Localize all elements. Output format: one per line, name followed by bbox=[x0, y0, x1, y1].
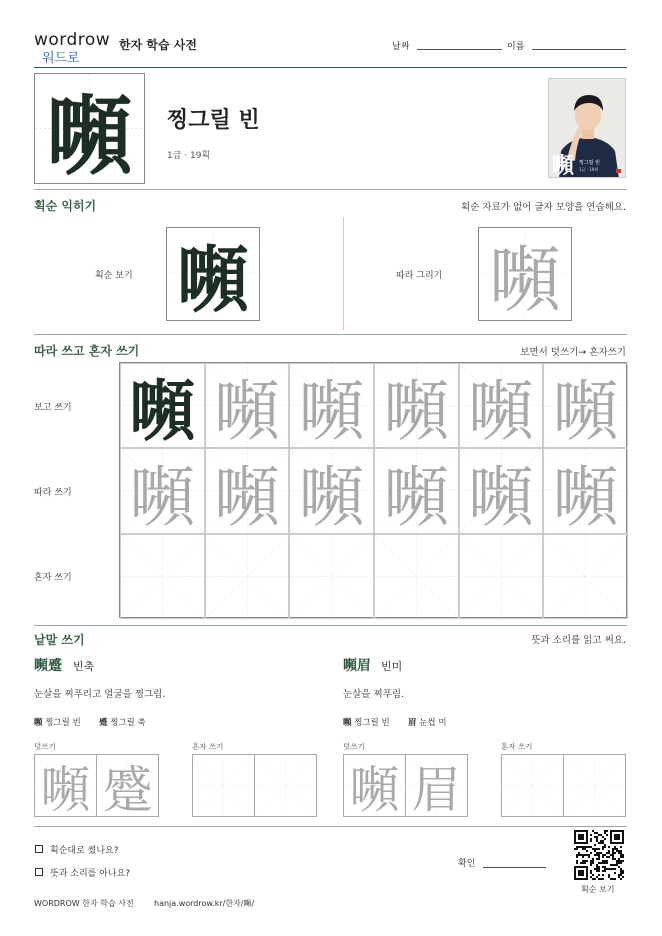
word-trace-cell[interactable] bbox=[34, 754, 97, 817]
practice-section-note: 보면서 덧쓰기→ 혼자쓰기 bbox=[520, 347, 626, 358]
qr-code[interactable] bbox=[574, 830, 624, 880]
header-divider bbox=[34, 67, 627, 68]
word2-reading: 빈미 bbox=[381, 660, 403, 673]
hanja-meaning: 찡그릴 빈 bbox=[167, 108, 260, 133]
practice-section-title: 따라 쓰고 혼자 쓰기 bbox=[34, 344, 140, 358]
stroke-view-char: 嚬 bbox=[176, 237, 249, 321]
illustration-thumbnail bbox=[548, 78, 626, 178]
stroke-view-box bbox=[166, 227, 260, 321]
ghost-char: 嚬 bbox=[298, 373, 365, 449]
row-label-view: 보고 쓰기 bbox=[34, 403, 72, 413]
practice-cell[interactable] bbox=[289, 448, 374, 533]
practice-cell[interactable] bbox=[374, 363, 459, 448]
word1-part1-char: 嚬 bbox=[34, 718, 43, 728]
word2-trace-label: 덧쓰기 bbox=[343, 742, 365, 751]
words-section-title: 낱말 쓰기 bbox=[34, 633, 85, 647]
word1-part2-gloss: 찡그릴 축 bbox=[110, 718, 146, 728]
practice-cell[interactable] bbox=[459, 363, 544, 448]
word-trace-cell[interactable] bbox=[96, 754, 159, 817]
word1-definition: 눈살을 찌푸리고 얼굴을 찡그림. bbox=[34, 689, 166, 700]
word2-part2-char: 眉 bbox=[408, 718, 417, 728]
practice-cell[interactable] bbox=[205, 534, 290, 619]
practice-cell[interactable] bbox=[543, 363, 628, 448]
stroke-section-title: 획순 익히기 bbox=[34, 199, 97, 213]
word2-part1 bbox=[343, 716, 390, 728]
word1-reading: 빈축 bbox=[73, 660, 95, 673]
word-trace-cell[interactable] bbox=[343, 754, 406, 817]
practice-cell[interactable] bbox=[120, 534, 205, 619]
word1-part1-gloss: 찡그릴 빈 bbox=[45, 718, 81, 728]
logo bbox=[34, 30, 114, 66]
row-label-trace: 따라 쓰기 bbox=[34, 488, 72, 498]
word1-hanja: 嚬蹙 bbox=[34, 658, 62, 674]
ghost-char: 嚬 bbox=[129, 458, 196, 534]
checkbox-meaning[interactable] bbox=[35, 868, 43, 876]
trace-label: 따라 그리기 bbox=[396, 271, 443, 281]
practice-cell[interactable] bbox=[459, 448, 544, 533]
practice-cell[interactable] bbox=[459, 534, 544, 619]
ghost-char: 嚬 bbox=[467, 458, 534, 534]
ghost-char: 嚬 bbox=[213, 373, 280, 449]
word-self-cell[interactable] bbox=[501, 754, 564, 817]
checkbox-strokes[interactable] bbox=[35, 845, 43, 853]
word2-part2-gloss: 눈썹 미 bbox=[419, 718, 447, 728]
word1-trace-boxes bbox=[34, 754, 159, 817]
word-self-cell[interactable] bbox=[563, 754, 626, 817]
practice-cell[interactable] bbox=[543, 448, 628, 533]
thumb-meaning: 찡그릴 빈 bbox=[579, 160, 600, 166]
word-ghost-char: 嚬 bbox=[40, 760, 91, 817]
practice-cell[interactable] bbox=[120, 363, 205, 448]
trace-box[interactable] bbox=[478, 227, 572, 321]
name-label: 이름 bbox=[507, 42, 525, 52]
thumb-caption: 1급 · 19획 bbox=[579, 167, 599, 172]
divider-2 bbox=[34, 334, 627, 335]
practice-grid bbox=[119, 362, 627, 618]
word-self-cell[interactable] bbox=[192, 754, 255, 817]
thumb-char: 嚬 bbox=[552, 153, 575, 178]
divider-4 bbox=[34, 826, 627, 827]
word-ghost-char: 蹙 bbox=[102, 760, 153, 817]
row-label-self: 혼자 쓰기 bbox=[34, 573, 72, 583]
word2-trace-boxes bbox=[343, 754, 468, 817]
word1-self-boxes bbox=[192, 754, 317, 817]
word2-self-boxes bbox=[501, 754, 626, 817]
practice-cell[interactable] bbox=[374, 534, 459, 619]
stroke-view-label: 획순 보기 bbox=[95, 271, 133, 281]
word2-self-label: 혼자 쓰기 bbox=[501, 742, 533, 751]
practice-cell[interactable] bbox=[374, 448, 459, 533]
name-field[interactable] bbox=[532, 49, 626, 50]
practice-cell[interactable] bbox=[543, 534, 628, 619]
ghost-char: 嚬 bbox=[552, 458, 619, 534]
word-self-cell[interactable] bbox=[254, 754, 317, 817]
qr-caption: 획순 보기 bbox=[581, 885, 615, 894]
word1-trace-label: 덧쓰기 bbox=[34, 742, 56, 751]
word-ghost-char: 眉 bbox=[411, 760, 462, 817]
word2-part1-gloss: 찡그릴 빈 bbox=[354, 718, 390, 728]
hero-char: 嚬 bbox=[46, 85, 133, 184]
ghost-char: 嚬 bbox=[383, 373, 450, 449]
divider-1 bbox=[34, 189, 627, 190]
word1-part2 bbox=[99, 716, 146, 728]
footer-url[interactable]: hanja.wordrow.kr/한자/嚬/ bbox=[154, 899, 255, 908]
practice-cell[interactable] bbox=[205, 448, 290, 533]
ghost-char: 嚬 bbox=[383, 458, 450, 534]
word1-part1 bbox=[34, 716, 81, 728]
ghost-char: 嚬 bbox=[213, 458, 280, 534]
stroke-section-note: 획순 자료가 없어 글자 모양을 연습해요. bbox=[461, 202, 626, 213]
check-item-strokes: 획순대로 썼나요? bbox=[50, 846, 119, 856]
word-ghost-char: 嚬 bbox=[349, 760, 400, 817]
word2-definition: 눈살을 찌푸림. bbox=[343, 689, 405, 700]
ghost-char: 嚬 bbox=[552, 373, 619, 449]
practice-cell[interactable] bbox=[120, 448, 205, 533]
logo-ko: 워드로 bbox=[42, 51, 80, 66]
app-title: 한자 학습 사전 bbox=[119, 38, 197, 52]
words-section-note: 뜻과 소리를 읽고 써요. bbox=[531, 635, 626, 646]
word-trace-cell[interactable] bbox=[405, 754, 468, 817]
date-field[interactable] bbox=[417, 49, 502, 50]
footer-brand: WORDROW 한자 학습 사전 bbox=[34, 899, 134, 908]
date-label: 날짜 bbox=[392, 42, 410, 52]
check-item-meaning: 뜻과 소리를 아나요? bbox=[50, 869, 131, 879]
thumb-badge bbox=[616, 169, 621, 173]
word2-hanja: 嚬眉 bbox=[343, 658, 371, 674]
confirm-field[interactable] bbox=[483, 867, 546, 868]
practice-cell[interactable] bbox=[289, 363, 374, 448]
grade-strokes: 1급 · 19획 bbox=[167, 151, 211, 161]
ghost-char: 嚬 bbox=[298, 458, 365, 534]
word1-self-label: 혼자 쓰기 bbox=[192, 742, 224, 751]
word1-part2-char: 蹙 bbox=[99, 718, 108, 728]
hero-char-box bbox=[34, 73, 145, 184]
trace-char: 嚬 bbox=[488, 238, 561, 321]
practice-cell[interactable] bbox=[205, 363, 290, 448]
ghost-char: 嚬 bbox=[467, 373, 534, 449]
confirm-label: 확인 bbox=[458, 859, 476, 869]
model-char: 嚬 bbox=[129, 372, 196, 449]
logo-en: wordrow bbox=[34, 30, 111, 50]
stroke-divider bbox=[343, 217, 344, 330]
word2-part2 bbox=[408, 716, 447, 728]
practice-cell[interactable] bbox=[289, 534, 374, 619]
word2-part1-char: 嚬 bbox=[343, 718, 352, 728]
divider-3 bbox=[34, 625, 627, 626]
